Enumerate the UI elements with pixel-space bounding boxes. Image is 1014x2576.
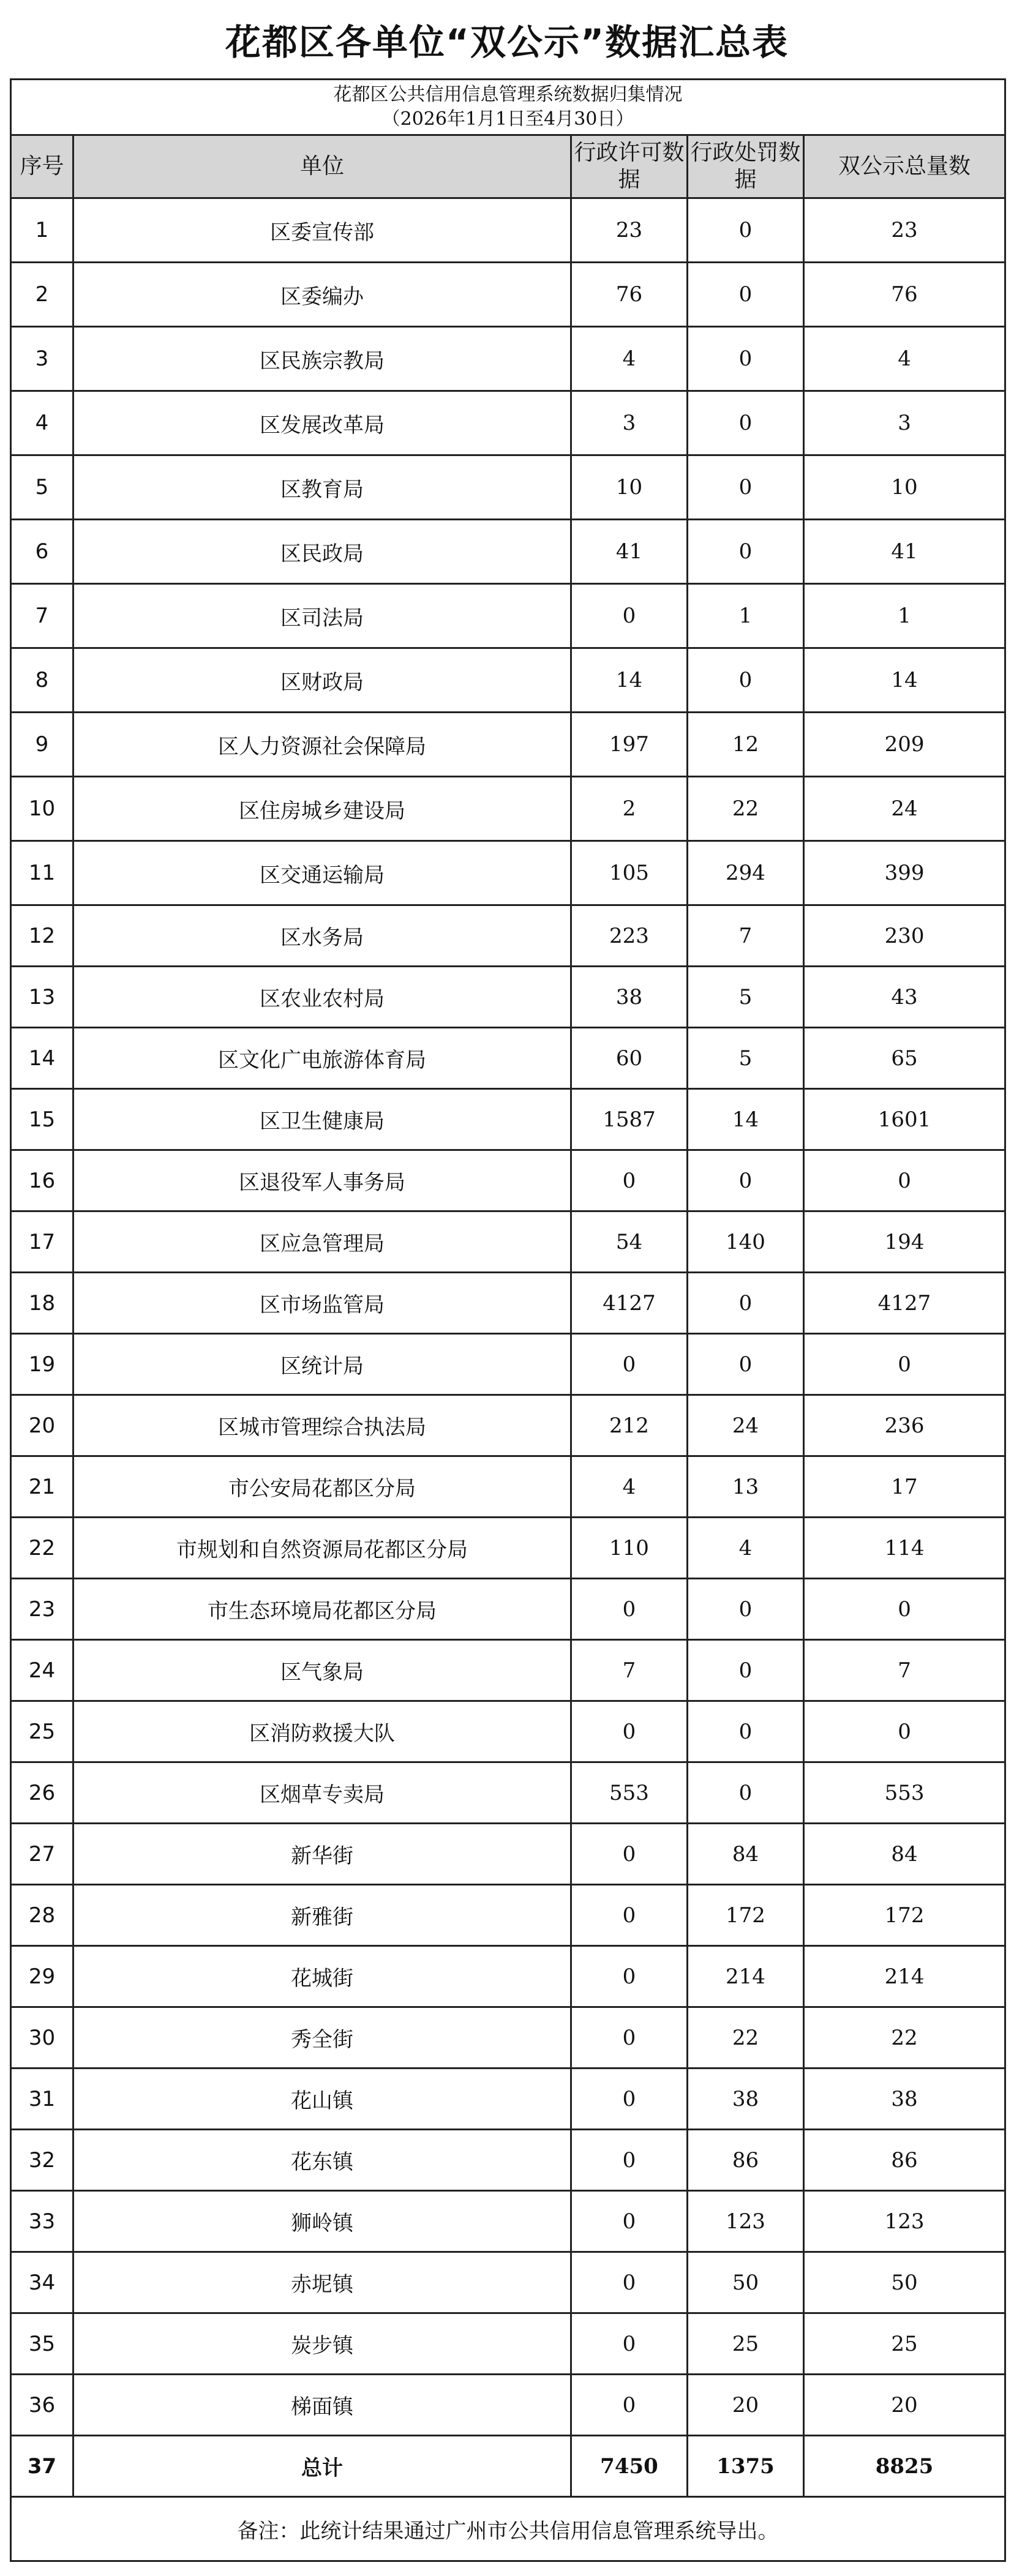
cell-no: 33 bbox=[11, 2191, 73, 2252]
cell-unit: 市生态环境局花都区分局 bbox=[73, 1579, 571, 1640]
cell-penalty: 140 bbox=[688, 1211, 804, 1273]
cell-license: 0 bbox=[571, 1701, 688, 1762]
header-unit: 单位 bbox=[73, 135, 571, 198]
table-row bbox=[11, 584, 1005, 648]
table-body bbox=[11, 198, 1005, 2497]
cell-total: 8825 bbox=[804, 2436, 1005, 2497]
cell-total: 38 bbox=[804, 2069, 1005, 2130]
cell-total: 65 bbox=[804, 1028, 1005, 1089]
cell-penalty: 0 bbox=[688, 1579, 804, 1640]
cell-penalty: 13 bbox=[688, 1456, 804, 1518]
cell-unit: 梯面镇 bbox=[73, 2375, 571, 2436]
table-row bbox=[11, 391, 1005, 455]
cell-no: 2 bbox=[11, 263, 73, 327]
cell-total: 43 bbox=[804, 967, 1005, 1028]
cell-license: 41 bbox=[571, 520, 688, 584]
table-row bbox=[11, 1150, 1005, 1211]
cell-license: 0 bbox=[571, 1579, 688, 1640]
cell-total: 20 bbox=[804, 2375, 1005, 2436]
table-row bbox=[11, 327, 1005, 391]
cell-penalty: 24 bbox=[688, 1395, 804, 1456]
cell-penalty: 123 bbox=[688, 2191, 804, 2252]
table-row bbox=[11, 2130, 1005, 2191]
cell-no: 1 bbox=[11, 198, 73, 263]
table-row bbox=[11, 520, 1005, 584]
cell-no: 5 bbox=[11, 455, 73, 520]
cell-unit: 秀全街 bbox=[73, 2007, 571, 2069]
cell-no: 26 bbox=[11, 1762, 73, 1824]
cell-total: 230 bbox=[804, 905, 1005, 967]
cell-no: 36 bbox=[11, 2375, 73, 2436]
cell-total: 23 bbox=[804, 198, 1005, 263]
table-row bbox=[11, 1579, 1005, 1640]
cell-license: 197 bbox=[571, 713, 688, 777]
cell-no: 28 bbox=[11, 1885, 73, 1946]
table-row bbox=[11, 2191, 1005, 2252]
table-row bbox=[11, 841, 1005, 905]
cell-total: 14 bbox=[804, 648, 1005, 713]
cell-unit: 区发展改革局 bbox=[73, 391, 571, 455]
cell-unit: 区司法局 bbox=[73, 584, 571, 648]
table-row bbox=[11, 1824, 1005, 1885]
cell-no: 7 bbox=[11, 584, 73, 648]
cell-unit: 区统计局 bbox=[73, 1334, 571, 1395]
cell-no: 27 bbox=[11, 1824, 73, 1885]
cell-no: 8 bbox=[11, 648, 73, 713]
cell-penalty: 0 bbox=[688, 1273, 804, 1334]
cell-unit: 区水务局 bbox=[73, 905, 571, 967]
table-row bbox=[11, 1885, 1005, 1946]
table-row bbox=[11, 713, 1005, 777]
cell-license: 0 bbox=[571, 1946, 688, 2007]
cell-no: 13 bbox=[11, 967, 73, 1028]
cell-license: 0 bbox=[571, 2069, 688, 2130]
table-row bbox=[11, 1334, 1005, 1395]
cell-total: 76 bbox=[804, 263, 1005, 327]
cell-unit: 区民族宗教局 bbox=[73, 327, 571, 391]
cell-no: 22 bbox=[11, 1518, 73, 1579]
cell-license: 14 bbox=[571, 648, 688, 713]
cell-total: 553 bbox=[804, 1762, 1005, 1824]
cell-license: 0 bbox=[571, 2313, 688, 2375]
cell-penalty: 5 bbox=[688, 967, 804, 1028]
cell-license: 223 bbox=[571, 905, 688, 967]
table-row bbox=[11, 777, 1005, 841]
cell-license: 23 bbox=[571, 198, 688, 263]
table-row bbox=[11, 1395, 1005, 1456]
cell-no: 35 bbox=[11, 2313, 73, 2375]
table-row bbox=[11, 1273, 1005, 1334]
cell-penalty: 12 bbox=[688, 713, 804, 777]
note: 备注：此统计结果通过广州市公共信用信息管理系统导出。 bbox=[11, 2497, 1005, 2561]
cell-total: 86 bbox=[804, 2130, 1005, 2191]
table-row bbox=[11, 1946, 1005, 2007]
cell-total: 4127 bbox=[804, 1273, 1005, 1334]
cell-penalty: 172 bbox=[688, 1885, 804, 1946]
cell-no: 16 bbox=[11, 1150, 73, 1211]
cell-total: 172 bbox=[804, 1885, 1005, 1946]
cell-penalty: 0 bbox=[688, 1150, 804, 1211]
cell-license: 0 bbox=[571, 2130, 688, 2191]
cell-no: 15 bbox=[11, 1089, 73, 1150]
cell-penalty: 22 bbox=[688, 777, 804, 841]
cell-penalty: 214 bbox=[688, 1946, 804, 2007]
cell-unit: 区教育局 bbox=[73, 455, 571, 520]
cell-no: 31 bbox=[11, 2069, 73, 2130]
cell-total: 209 bbox=[804, 713, 1005, 777]
cell-total: 25 bbox=[804, 2313, 1005, 2375]
cell-penalty: 0 bbox=[688, 520, 804, 584]
cell-no: 29 bbox=[11, 1946, 73, 2007]
cell-no: 34 bbox=[11, 2252, 73, 2313]
cell-penalty: 50 bbox=[688, 2252, 804, 2313]
cell-license: 0 bbox=[571, 1824, 688, 1885]
cell-unit: 炭步镇 bbox=[73, 2313, 571, 2375]
cell-total: 24 bbox=[804, 777, 1005, 841]
header-no: 序号 bbox=[11, 135, 73, 198]
cell-penalty: 0 bbox=[688, 648, 804, 713]
cell-no: 9 bbox=[11, 713, 73, 777]
cell-penalty: 5 bbox=[688, 1028, 804, 1089]
cell-penalty: 4 bbox=[688, 1518, 804, 1579]
cell-penalty: 0 bbox=[688, 1762, 804, 1824]
cell-license: 3 bbox=[571, 391, 688, 455]
column-header-row bbox=[11, 135, 1005, 198]
cell-penalty: 1375 bbox=[688, 2436, 804, 2497]
table-row bbox=[11, 1028, 1005, 1089]
cell-penalty: 0 bbox=[688, 455, 804, 520]
cell-unit: 花东镇 bbox=[73, 2130, 571, 2191]
cell-unit: 市公安局花都区分局 bbox=[73, 1456, 571, 1518]
cell-license: 110 bbox=[571, 1518, 688, 1579]
cell-penalty: 38 bbox=[688, 2069, 804, 2130]
table-row bbox=[11, 1762, 1005, 1824]
table-row bbox=[11, 1456, 1005, 1518]
cell-penalty: 0 bbox=[688, 1334, 804, 1395]
cell-unit: 市规划和自然资源局花都区分局 bbox=[73, 1518, 571, 1579]
cell-license: 0 bbox=[571, 1885, 688, 1946]
cell-penalty: 0 bbox=[688, 1701, 804, 1762]
cell-license: 212 bbox=[571, 1395, 688, 1456]
cell-penalty: 0 bbox=[688, 391, 804, 455]
table-row bbox=[11, 905, 1005, 967]
cell-unit: 狮岭镇 bbox=[73, 2191, 571, 2252]
cell-penalty: 14 bbox=[688, 1089, 804, 1150]
cell-no: 17 bbox=[11, 1211, 73, 1273]
cell-unit: 区气象局 bbox=[73, 1640, 571, 1701]
cell-no: 37 bbox=[11, 2436, 73, 2497]
cell-total: 114 bbox=[804, 1518, 1005, 1579]
cell-unit: 区委宣传部 bbox=[73, 198, 571, 263]
cell-penalty: 0 bbox=[688, 263, 804, 327]
cell-unit: 区人力资源社会保障局 bbox=[73, 713, 571, 777]
cell-penalty: 22 bbox=[688, 2007, 804, 2069]
cell-no: 3 bbox=[11, 327, 73, 391]
cell-total: 0 bbox=[804, 1701, 1005, 1762]
cell-no: 4 bbox=[11, 391, 73, 455]
table-row bbox=[11, 198, 1005, 263]
cell-total: 22 bbox=[804, 2007, 1005, 2069]
cell-unit: 区城市管理综合执法局 bbox=[73, 1395, 571, 1456]
cell-penalty: 7 bbox=[688, 905, 804, 967]
cell-no: 21 bbox=[11, 1456, 73, 1518]
cell-license: 4 bbox=[571, 1456, 688, 1518]
cell-unit: 赤坭镇 bbox=[73, 2252, 571, 2313]
cell-penalty: 86 bbox=[688, 2130, 804, 2191]
table-row bbox=[11, 648, 1005, 713]
cell-total: 399 bbox=[804, 841, 1005, 905]
cell-unit: 区委编办 bbox=[73, 263, 571, 327]
cell-no: 6 bbox=[11, 520, 73, 584]
table-row bbox=[11, 967, 1005, 1028]
cell-license: 4127 bbox=[571, 1273, 688, 1334]
cell-unit: 区退役军人事务局 bbox=[73, 1150, 571, 1211]
cell-license: 38 bbox=[571, 967, 688, 1028]
table-row bbox=[11, 2313, 1005, 2375]
cell-unit: 区消防救援大队 bbox=[73, 1701, 571, 1762]
subtitle: 花都区公共信用信息管理系统数据归集情况 bbox=[333, 84, 683, 105]
cell-no: 19 bbox=[11, 1334, 73, 1395]
table-row bbox=[11, 1211, 1005, 1273]
table-row bbox=[11, 2375, 1005, 2436]
table-row bbox=[11, 1518, 1005, 1579]
cell-no: 14 bbox=[11, 1028, 73, 1089]
cell-unit: 区市场监管局 bbox=[73, 1273, 571, 1334]
cell-total: 41 bbox=[804, 520, 1005, 584]
cell-unit: 花山镇 bbox=[73, 2069, 571, 2130]
header-penalty: 行政处罚数据 bbox=[688, 135, 804, 198]
cell-total: 4 bbox=[804, 327, 1005, 391]
cell-license: 76 bbox=[571, 263, 688, 327]
header-total: 双公示总量数 bbox=[804, 135, 1005, 198]
cell-license: 0 bbox=[571, 2252, 688, 2313]
cell-license: 105 bbox=[571, 841, 688, 905]
cell-no: 32 bbox=[11, 2130, 73, 2191]
cell-no: 10 bbox=[11, 777, 73, 841]
cell-total: 0 bbox=[804, 1579, 1005, 1640]
cell-unit: 总计 bbox=[73, 2436, 571, 2497]
cell-license: 0 bbox=[571, 1150, 688, 1211]
cell-total: 1 bbox=[804, 584, 1005, 648]
cell-license: 0 bbox=[571, 2007, 688, 2069]
cell-no: 25 bbox=[11, 1701, 73, 1762]
cell-no: 24 bbox=[11, 1640, 73, 1701]
cell-no: 30 bbox=[11, 2007, 73, 2069]
table-row bbox=[11, 1089, 1005, 1150]
cell-total: 50 bbox=[804, 2252, 1005, 2313]
cell-penalty: 20 bbox=[688, 2375, 804, 2436]
date-range: （2026年1月1日至4月30日） bbox=[381, 108, 634, 130]
cell-license: 0 bbox=[571, 1334, 688, 1395]
cell-total: 0 bbox=[804, 1334, 1005, 1395]
cell-license: 0 bbox=[571, 584, 688, 648]
table-row bbox=[11, 2069, 1005, 2130]
cell-total: 17 bbox=[804, 1456, 1005, 1518]
cell-license: 0 bbox=[571, 2191, 688, 2252]
table-subheading bbox=[11, 80, 1005, 135]
cell-total: 123 bbox=[804, 2191, 1005, 2252]
cell-unit: 区农业农村局 bbox=[73, 967, 571, 1028]
cell-no: 11 bbox=[11, 841, 73, 905]
cell-unit: 区应急管理局 bbox=[73, 1211, 571, 1273]
cell-license: 7450 bbox=[571, 2436, 688, 2497]
cell-penalty: 294 bbox=[688, 841, 804, 905]
cell-unit: 区财政局 bbox=[73, 648, 571, 713]
cell-no: 12 bbox=[11, 905, 73, 967]
table-row bbox=[11, 2007, 1005, 2069]
header-license: 行政许可数据 bbox=[571, 135, 688, 198]
cell-no: 23 bbox=[11, 1579, 73, 1640]
cell-unit: 新雅街 bbox=[73, 1885, 571, 1946]
cell-unit: 区文化广电旅游体育局 bbox=[73, 1028, 571, 1089]
table-row bbox=[11, 1701, 1005, 1762]
table-row bbox=[11, 2252, 1005, 2313]
table-subheading-row bbox=[11, 80, 1005, 135]
page-title: 花都区各单位“双公示”数据汇总表 bbox=[225, 21, 789, 63]
cell-license: 7 bbox=[571, 1640, 688, 1701]
cell-total: 7 bbox=[804, 1640, 1005, 1701]
cell-penalty: 0 bbox=[688, 327, 804, 391]
cell-unit: 新华街 bbox=[73, 1824, 571, 1885]
cell-penalty: 84 bbox=[688, 1824, 804, 1885]
cell-penalty: 0 bbox=[688, 198, 804, 263]
cell-unit: 区卫生健康局 bbox=[73, 1089, 571, 1150]
cell-total: 194 bbox=[804, 1211, 1005, 1273]
cell-unit: 区交通运输局 bbox=[73, 841, 571, 905]
cell-license: 2 bbox=[571, 777, 688, 841]
cell-total: 0 bbox=[804, 1150, 1005, 1211]
cell-unit: 区民政局 bbox=[73, 520, 571, 584]
table-row bbox=[11, 455, 1005, 520]
cell-unit: 区烟草专卖局 bbox=[73, 1762, 571, 1824]
cell-license: 553 bbox=[571, 1762, 688, 1824]
cell-penalty: 25 bbox=[688, 2313, 804, 2375]
cell-penalty: 0 bbox=[688, 1640, 804, 1701]
cell-license: 10 bbox=[571, 455, 688, 520]
cell-total: 1601 bbox=[804, 1089, 1005, 1150]
cell-total: 3 bbox=[804, 391, 1005, 455]
cell-penalty: 1 bbox=[688, 584, 804, 648]
cell-license: 60 bbox=[571, 1028, 688, 1089]
cell-total: 10 bbox=[804, 455, 1005, 520]
cell-license: 54 bbox=[571, 1211, 688, 1273]
cell-license: 0 bbox=[571, 2375, 688, 2436]
table-row bbox=[11, 1640, 1005, 1701]
cell-total: 214 bbox=[804, 1946, 1005, 2007]
cell-total: 84 bbox=[804, 1824, 1005, 1885]
cell-unit: 区住房城乡建设局 bbox=[73, 777, 571, 841]
table-row bbox=[11, 263, 1005, 327]
summary-table bbox=[10, 78, 1006, 2562]
cell-license: 1587 bbox=[571, 1089, 688, 1150]
note-row bbox=[11, 2497, 1005, 2561]
cell-license: 4 bbox=[571, 327, 688, 391]
total-row bbox=[11, 2436, 1005, 2497]
cell-total: 236 bbox=[804, 1395, 1005, 1456]
cell-unit: 花城街 bbox=[73, 1946, 571, 2007]
cell-no: 18 bbox=[11, 1273, 73, 1334]
cell-no: 20 bbox=[11, 1395, 73, 1456]
